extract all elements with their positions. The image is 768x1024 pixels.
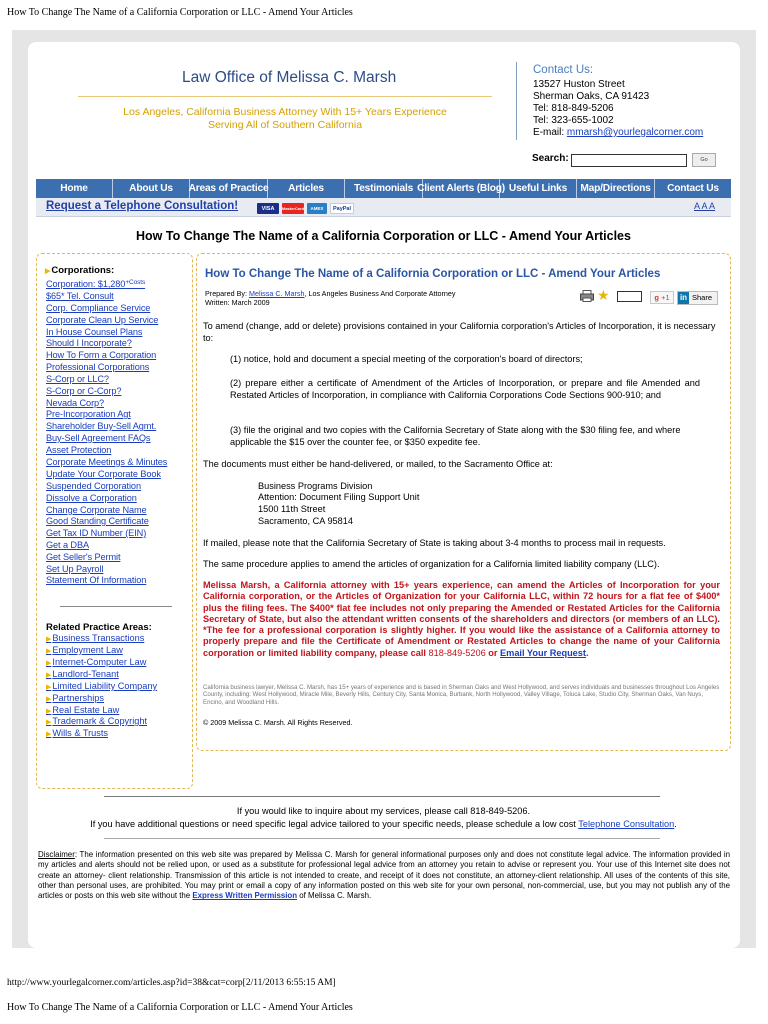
linkedin-icon: in: [679, 293, 688, 302]
contact-heading: Contact Us:: [533, 64, 594, 76]
mastercard-icon: MasterCard: [282, 203, 304, 214]
costs-superscript: +Costs: [125, 279, 146, 286]
footer-questions: [40, 819, 727, 829]
related-link-text: Limited Liability Company: [52, 681, 158, 691]
sidebar-link[interactable]: Dissolve a Corporation: [46, 493, 137, 503]
print-url: http://www.yourlegalcorner.com/articles.asp?id=38&cat=corp[2/11/2013 6:55:15 AM]: [7, 978, 336, 988]
related-link[interactable]: [46, 657, 146, 667]
footer-divider-2: [104, 838, 660, 839]
nav-articles[interactable]: Articles: [268, 179, 345, 198]
sidebar-link[interactable]: Professional Corporations: [46, 362, 150, 372]
article-mailed: If mailed, please note that the California Secretary of State is taking about 3-4 months to process mail in requests.: [203, 538, 666, 548]
bullet-triangle-icon: ▶: [46, 672, 52, 679]
copyright: © 2009 Melissa C. Marsh. All Rights Reserved.: [203, 718, 353, 727]
related-link[interactable]: [46, 645, 123, 655]
sidebar-link[interactable]: Get Seller's Permit: [46, 552, 121, 562]
sidebar-link[interactable]: Suspended Corporation: [46, 481, 141, 491]
logo-divider: [78, 96, 492, 97]
sidebar-link[interactable]: Buy-Sell Agreement FAQs: [46, 433, 151, 443]
search-label: Search:: [532, 153, 569, 164]
visa-card-icon: VISA: [257, 203, 279, 214]
search-go-button[interactable]: Go: [692, 153, 716, 167]
logo-tagline-2: Serving All of Southern California: [207, 119, 363, 131]
related-link[interactable]: [46, 716, 147, 726]
amex-card-icon: AMEX: [307, 203, 327, 214]
nav-map-directions[interactable]: Map/Directions: [577, 179, 655, 198]
address-line-1: Business Programs Division: [258, 481, 373, 491]
contact-address-1: 13527 Huston Street: [533, 79, 625, 90]
sidebar-link[interactable]: Corporate Meetings & Minutes: [46, 457, 168, 467]
contact-tel-2: Tel: 323-655-1002: [533, 115, 614, 126]
footer-questions-text: If you have additional questions or need specific legal advice tailored to your specific needs, please schedule a low cost: [90, 819, 579, 829]
print-header-title: How To Change The Name of a California Corporation or LLC - Amend Your Articles: [7, 7, 353, 18]
related-link-text: Trademark & Copyright: [52, 716, 148, 726]
sidebar-divider: [60, 606, 172, 607]
related-link[interactable]: [46, 681, 157, 691]
sidebar-link[interactable]: Should I Incorporate?: [46, 338, 132, 348]
bullet-triangle-icon: ▶: [46, 708, 52, 715]
related-link-text: Real Estate Law: [52, 705, 120, 715]
nav-areas-of-practice[interactable]: Areas of Practice: [190, 179, 268, 198]
contact-tel-1: Tel: 818-849-5206: [533, 103, 614, 114]
sidebar-link[interactable]: Get a DBA: [46, 540, 90, 550]
sidebar-link[interactable]: Corporate Clean Up Service: [46, 315, 159, 325]
related-link[interactable]: [46, 705, 119, 715]
address-line-3: 1500 11th Street: [258, 504, 326, 514]
corporations-heading-text: Corporations:: [51, 265, 115, 276]
favorite-star-icon[interactable]: ★: [597, 287, 610, 303]
paypal-icon: PayPal: [330, 203, 354, 214]
sidebar-link[interactable]: Set Up Payroll: [46, 564, 104, 574]
footer-divider-1: [104, 796, 660, 797]
prepared-label: Prepared By:: [205, 289, 249, 298]
related-link-text: Employment Law: [52, 645, 123, 655]
related-link-text: Internet-Computer Law: [52, 657, 147, 667]
address-line-4: Sacramento, CA 95814: [258, 516, 353, 526]
contact-email-row: [533, 127, 703, 138]
sidebar-link[interactable]: Update Your Corporate Book: [46, 469, 161, 479]
article-byline: [205, 289, 456, 298]
nav-contact-us[interactable]: Contact Us: [667, 183, 719, 194]
bullet-triangle-icon: ▶: [46, 731, 52, 738]
related-link[interactable]: [46, 669, 119, 679]
sidebar-link-text: Corporation: $1,280: [46, 279, 126, 289]
related-link-text: Business Transactions: [52, 633, 145, 643]
email-link[interactable]: mmarsh@yourlegalcorner.com: [566, 127, 704, 138]
bullet-triangle-icon: ▶: [46, 684, 52, 691]
promo-end: .: [585, 647, 589, 658]
main-nav: [36, 179, 731, 198]
email-request-link[interactable]: Email Your Request: [500, 647, 586, 658]
sidebar-link[interactable]: [46, 279, 145, 289]
bullet-triangle-icon: ▶: [46, 719, 52, 726]
article-written-date: Written: March 2009: [205, 298, 270, 307]
sidebar-link[interactable]: S-Corp or LLC?: [46, 374, 109, 384]
contact-address-2: Sherman Oaks, CA 91423: [533, 91, 650, 102]
logo-tagline-1: Los Angeles, California Business Attorney With 15+ Years Experience: [123, 106, 447, 118]
author-link[interactable]: Melissa C. Marsh: [248, 289, 305, 298]
article-promo: [203, 580, 720, 659]
disclaimer-end: of Melissa C. Marsh.: [297, 891, 372, 901]
sidebar-link[interactable]: Statement Of Information: [46, 575, 147, 585]
disclaimer: [38, 850, 730, 901]
sidebar-link[interactable]: Pre-Incorporation Agt: [46, 409, 131, 419]
footer-questions-end: .: [674, 819, 677, 829]
page-heading: How To Change The Name of a California Corporation or LLC - Amend Your Articles: [136, 229, 631, 243]
search-input[interactable]: [571, 154, 687, 167]
promo-text: Melissa Marsh, a California attorney with 15+ years experience, can amend the Articles of Incorporation for your California corporation, or the Articles of Organization for your California LLC, within 72 hours for a flat fee of $400* plus the filing fees. The $400* flat fee includes not only preparing the Amended or Restated Articles for the California Secretary of State, but also the attendant written consents of the shareholders and directors (or members of an LLC). *The fee for a professional corporation is slightly higher. If you would like the assistance of a California attorney to properly prepare and file the Certificate of Amendment or Restated Articles to change the name of your California corporation or limited liability company, please call: [203, 580, 720, 658]
footer-inquire: If you would like to inquire about my services, please call 818-849-5206.: [236, 806, 531, 816]
article-step-2: (2) prepare either a certificate of Amendment of the Articles of Incorporation, or prepare and file Amended and Restated Articles of Incorporation, in compliance with California Corporations Code Sections 900-910; and: [230, 378, 700, 400]
nav-about-us[interactable]: About Us: [113, 179, 190, 198]
sidebar-link[interactable]: How To Form a Corporation: [46, 350, 157, 360]
print-footer-title: How To Change The Name of a California Corporation or LLC - Amend Your Articles: [7, 1002, 353, 1013]
bullet-triangle-icon: ▶: [46, 636, 52, 643]
article-delivery: The documents must either be hand-delivered, or mailed, to the Sacramento Office at:: [203, 459, 553, 469]
bullet-triangle-icon: ▶: [46, 648, 52, 655]
nav-home[interactable]: Home: [36, 179, 113, 198]
sidebar-link[interactable]: Nevada Corp?: [46, 398, 105, 408]
promo-or: or: [485, 647, 501, 658]
article-llc: The same procedure applies to amend the articles of organization for a California limited liability company (LLC).: [203, 559, 660, 569]
contact-divider: [516, 62, 517, 140]
email-label: E-mail:: [533, 127, 567, 138]
bullet-triangle-icon: ▶: [45, 268, 51, 275]
nav-client-alerts[interactable]: Client Alerts (Blog): [423, 179, 500, 198]
article-title: How To Change The Name of a California Corporation or LLC - Amend Your Articles: [205, 268, 661, 280]
linkedin-share-button[interactable]: [677, 291, 718, 305]
corporations-heading: [45, 265, 114, 276]
author-suffix: , Los Angeles Business And Corporate Attorney: [304, 289, 456, 298]
request-consultation-link[interactable]: Request a Telephone Consultation!: [46, 200, 239, 212]
disclaimer-label: Disclaimer: [38, 850, 75, 859]
article-step-3: (3) file the original and two copies with the California Secretary of State along with the $30 filing fee, and where applicable the $15 over the counter fee, or $350 expedite fee.: [230, 425, 681, 447]
print-icon[interactable]: [580, 290, 594, 302]
related-practice-heading: Related Practice Areas:: [46, 622, 152, 633]
sidebar-link[interactable]: In House Counsel Plans: [46, 327, 143, 337]
related-link-text: Wills & Trusts: [52, 728, 109, 738]
related-link[interactable]: [46, 693, 104, 703]
sidebar-link[interactable]: Asset Protection: [46, 445, 112, 455]
related-link[interactable]: [46, 728, 108, 738]
nav-testimonials[interactable]: Testimonials: [345, 179, 423, 198]
nav-useful-links[interactable]: Useful Links: [500, 179, 577, 198]
related-link-text: Partnerships: [52, 693, 104, 703]
sidebar-link[interactable]: $65* Tel. Consult: [46, 291, 114, 301]
express-permission-link[interactable]: Express Written Permission: [192, 891, 298, 901]
gplus-label: +1: [661, 293, 670, 302]
logo-title[interactable]: Law Office of Melissa C. Marsh: [182, 69, 397, 86]
telephone-consultation-link[interactable]: Telephone Consultation: [578, 819, 675, 829]
linkedin-share-label: Share: [692, 293, 713, 302]
article-intro: To amend (change, add or delete) provisions contained in your California corporation's Articles of Incorporation, it is necessary to:: [203, 321, 716, 343]
article-small-print: California business lawyer, Melissa C. Marsh, has 15+ years of experience and is based in Sherman Oaks and West Hollywood, and serves individuals and businesses throughout Los Angeles County, including: West Hollywood, Miracle Mile, Beverly Hills, Century City, Santa Monica, Burbank, North Hollywood, Valley Village, Toluca Lake, Studio City, Sherman Oaks, Van Nuys, Encino, and Woodland Hills.: [203, 684, 720, 706]
article-step-1: (1) notice, hold and document a special meeting of the corporation's board of directors;: [230, 354, 583, 364]
consultation-bar: [36, 198, 731, 217]
sidebar-link[interactable]: Change Corporate Name: [46, 505, 147, 515]
bullet-triangle-icon: ▶: [46, 660, 52, 667]
google-plus-button[interactable]: g +1: [650, 291, 674, 304]
share-box[interactable]: [617, 291, 642, 302]
sidebar-link[interactable]: Shareholder Buy-Sell Agmt.: [46, 421, 157, 431]
bullet-triangle-icon: ▶: [46, 696, 52, 703]
related-link[interactable]: [46, 633, 144, 643]
sidebar-link[interactable]: S-Corp or C-Corp?: [46, 386, 122, 396]
sidebar-link[interactable]: Corp. Compliance Service: [46, 303, 151, 313]
sidebar-link[interactable]: Good Standing Certificate: [46, 516, 149, 526]
sidebar-link[interactable]: Get Tax ID Number (EIN): [46, 528, 147, 538]
disclaimer-text: : The information presented on this web site was prepared by Melissa C. Marsh for general informational purposes only and does not constitute legal advice. The information provided in my articles and alerts should not be relied upon, or used as a substitute for professional legal advice from an attorney you retain to advise or represent you. Your use of this Internet site does not create an attorney- client relationship. Transmission of this article is not intended to create, and receipt of it does not constitute, an attorney-client relationship. All uses of the contents of this site, other than personal uses, are prohibited. You may print or email a copy of any information posted on this web site for your own personal, non-commercial, use, but you may not publish any of the articles or posts on this web site without the: [38, 850, 730, 901]
address-line-2: Attention: Document Filing Support Unit: [258, 492, 420, 502]
text-size-controls[interactable]: A A A: [694, 201, 716, 211]
promo-phone: 818-849-5206: [428, 647, 486, 658]
related-link-text: Landlord-Tenant: [52, 669, 119, 679]
